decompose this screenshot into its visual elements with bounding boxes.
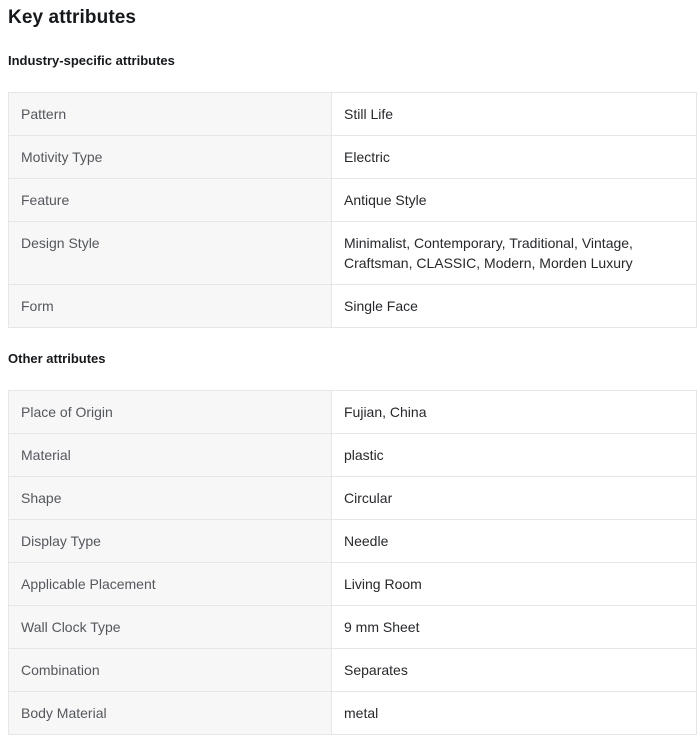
attributes-root bbox=[0, 30, 700, 735]
attribute-label: Design Style bbox=[9, 222, 332, 285]
attribute-label: Motivity Type bbox=[9, 136, 332, 179]
attribute-label: Display Type bbox=[9, 520, 332, 563]
attribute-row bbox=[9, 222, 697, 285]
attribute-label: Applicable Placement bbox=[9, 563, 332, 606]
attribute-row bbox=[9, 93, 697, 136]
attribute-label: Body Material bbox=[9, 692, 332, 735]
attribute-value: metal bbox=[332, 692, 697, 735]
attribute-value: Minimalist, Contemporary, Traditional, Vintage, Craftsman, CLASSIC, Modern, Morden Luxury bbox=[332, 222, 697, 285]
attribute-row bbox=[9, 563, 697, 606]
attribute-value: Fujian, China bbox=[332, 391, 697, 434]
attribute-row bbox=[9, 692, 697, 735]
attribute-row bbox=[9, 179, 697, 222]
attribute-value: Electric bbox=[332, 136, 697, 179]
attributes-table-body bbox=[9, 391, 697, 735]
attribute-value: Living Room bbox=[332, 563, 697, 606]
attribute-value: Antique Style bbox=[332, 179, 697, 222]
attribute-label: Place of Origin bbox=[9, 391, 332, 434]
attribute-value: Single Face bbox=[332, 285, 697, 328]
attribute-label: Form bbox=[9, 285, 332, 328]
attribute-row bbox=[9, 520, 697, 563]
attribute-label: Combination bbox=[9, 649, 332, 692]
attribute-label: Wall Clock Type bbox=[9, 606, 332, 649]
attribute-row bbox=[9, 606, 697, 649]
section-heading: Industry-specific attributes bbox=[8, 53, 175, 68]
attribute-value: 9 mm Sheet bbox=[332, 606, 697, 649]
attribute-value: plastic bbox=[332, 434, 697, 477]
attribute-label: Shape bbox=[9, 477, 332, 520]
section-heading: Other attributes bbox=[8, 351, 106, 366]
attribute-row bbox=[9, 434, 697, 477]
attributes-table-wrap bbox=[8, 92, 692, 328]
attribute-row bbox=[9, 391, 697, 434]
attributes-table-wrap bbox=[8, 390, 692, 735]
attribute-row bbox=[9, 649, 697, 692]
attribute-row bbox=[9, 477, 697, 520]
attribute-label: Pattern bbox=[9, 93, 332, 136]
attribute-value: Circular bbox=[332, 477, 697, 520]
attribute-value: Separates bbox=[332, 649, 697, 692]
attribute-value: Needle bbox=[332, 520, 697, 563]
attribute-row bbox=[9, 285, 697, 328]
attribute-label: Feature bbox=[9, 179, 332, 222]
attributes-table bbox=[8, 390, 697, 735]
page-title: Key attributes bbox=[8, 7, 137, 28]
attributes-table-body bbox=[9, 93, 697, 328]
attributes-table bbox=[8, 92, 697, 328]
attributes-section-industry-specific bbox=[0, 30, 700, 328]
attribute-label: Material bbox=[9, 434, 332, 477]
attribute-value: Still Life bbox=[332, 93, 697, 136]
attribute-row bbox=[9, 136, 697, 179]
attributes-section-other bbox=[0, 328, 700, 735]
